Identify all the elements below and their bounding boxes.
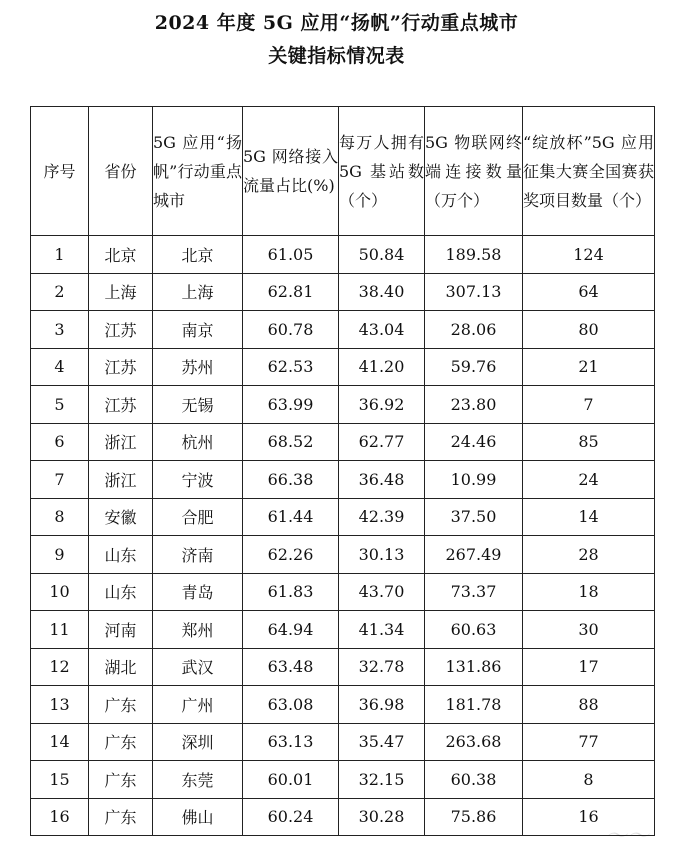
cell-base-stations: 32.78 (339, 648, 425, 686)
table-row (31, 386, 655, 424)
table-row (31, 686, 655, 724)
table-row (31, 348, 655, 386)
cell-index: 14 (31, 723, 89, 761)
cell-base-stations: 41.20 (339, 348, 425, 386)
cell-province: 浙江 (89, 461, 153, 499)
watermark-mark: 〜〜 (604, 824, 649, 849)
cell-iot-connections: 23.80 (425, 386, 523, 424)
table-row (31, 423, 655, 461)
cell-traffic-share: 63.99 (243, 386, 339, 424)
cell-traffic-share: 64.94 (243, 611, 339, 649)
cell-index: 4 (31, 348, 89, 386)
cell-province: 广东 (89, 686, 153, 724)
cell-city: 武汉 (153, 648, 243, 686)
cell-base-stations: 36.48 (339, 461, 425, 499)
cell-iot-connections: 307.13 (425, 273, 523, 311)
cell-traffic-share: 61.44 (243, 498, 339, 536)
header-iot-connections: 5G 物联网终端连接数量（万个） (425, 107, 523, 236)
cell-iot-connections: 60.63 (425, 611, 523, 649)
cell-award-count: 28 (523, 536, 655, 574)
cell-award-count: 88 (523, 686, 655, 724)
cell-index: 16 (31, 798, 89, 836)
cell-index: 10 (31, 573, 89, 611)
header-province: 省份 (89, 107, 153, 236)
cell-iot-connections: 267.49 (425, 536, 523, 574)
cell-province: 广东 (89, 798, 153, 836)
cell-base-stations: 62.77 (339, 423, 425, 461)
cell-base-stations: 50.84 (339, 236, 425, 274)
cell-city: 杭州 (153, 423, 243, 461)
cell-award-count: 18 (523, 573, 655, 611)
cell-province: 山东 (89, 573, 153, 611)
cell-city: 无锡 (153, 386, 243, 424)
cell-index: 3 (31, 311, 89, 349)
cell-index: 2 (31, 273, 89, 311)
cell-city: 南京 (153, 311, 243, 349)
cell-base-stations: 38.40 (339, 273, 425, 311)
table-header (31, 107, 655, 236)
cell-index: 11 (31, 611, 89, 649)
cell-city: 深圳 (153, 723, 243, 761)
cell-iot-connections: 131.86 (425, 648, 523, 686)
cell-city: 合肥 (153, 498, 243, 536)
cell-base-stations: 42.39 (339, 498, 425, 536)
header-award-count: “绽放杯”5G 应用征集大赛全国赛获奖项目数量（个） (523, 107, 655, 236)
cell-province: 上海 (89, 273, 153, 311)
cell-province: 江苏 (89, 386, 153, 424)
cell-province: 湖北 (89, 648, 153, 686)
cell-index: 1 (31, 236, 89, 274)
cell-base-stations: 32.15 (339, 761, 425, 799)
cell-city: 苏州 (153, 348, 243, 386)
header-traffic-share: 5G 网络接入流量占比(%) (243, 107, 339, 236)
cell-city: 青岛 (153, 573, 243, 611)
cell-award-count: 80 (523, 311, 655, 349)
cell-base-stations: 36.98 (339, 686, 425, 724)
cell-iot-connections: 75.86 (425, 798, 523, 836)
table-row (31, 798, 655, 836)
table-row (31, 761, 655, 799)
cell-traffic-share: 61.83 (243, 573, 339, 611)
table-row (31, 536, 655, 574)
cell-city: 郑州 (153, 611, 243, 649)
cell-index: 8 (31, 498, 89, 536)
table-row (31, 611, 655, 649)
cell-base-stations: 30.13 (339, 536, 425, 574)
cell-traffic-share: 60.24 (243, 798, 339, 836)
cell-province: 江苏 (89, 348, 153, 386)
table-row (31, 498, 655, 536)
header-index: 序号 (31, 107, 89, 236)
cell-award-count: 8 (523, 761, 655, 799)
cell-index: 6 (31, 423, 89, 461)
cell-city: 佛山 (153, 798, 243, 836)
cell-city: 北京 (153, 236, 243, 274)
cell-index: 12 (31, 648, 89, 686)
cell-award-count: 16 (523, 798, 655, 836)
cell-iot-connections: 59.76 (425, 348, 523, 386)
table-row (31, 236, 655, 274)
cell-city: 宁波 (153, 461, 243, 499)
cell-base-stations: 36.92 (339, 386, 425, 424)
cell-traffic-share: 68.52 (243, 423, 339, 461)
cell-province: 浙江 (89, 423, 153, 461)
cell-traffic-share: 60.78 (243, 311, 339, 349)
cell-iot-connections: 181.78 (425, 686, 523, 724)
cell-traffic-share: 63.48 (243, 648, 339, 686)
table-row (31, 461, 655, 499)
table-body (31, 236, 655, 836)
cell-iot-connections: 10.99 (425, 461, 523, 499)
cell-iot-connections: 28.06 (425, 311, 523, 349)
cell-city: 广州 (153, 686, 243, 724)
cell-base-stations: 30.28 (339, 798, 425, 836)
cell-province: 安徽 (89, 498, 153, 536)
cell-award-count: 64 (523, 273, 655, 311)
cell-award-count: 17 (523, 648, 655, 686)
table-row (31, 573, 655, 611)
cell-traffic-share: 66.38 (243, 461, 339, 499)
cell-iot-connections: 263.68 (425, 723, 523, 761)
cell-iot-connections: 37.50 (425, 498, 523, 536)
cell-city: 上海 (153, 273, 243, 311)
cell-award-count: 30 (523, 611, 655, 649)
cell-city: 济南 (153, 536, 243, 574)
cell-index: 9 (31, 536, 89, 574)
cell-province: 广东 (89, 761, 153, 799)
indicator-table (30, 106, 655, 836)
header-row (31, 107, 655, 236)
cell-province: 江苏 (89, 311, 153, 349)
cell-award-count: 77 (523, 723, 655, 761)
cell-iot-connections: 73.37 (425, 573, 523, 611)
cell-traffic-share: 63.13 (243, 723, 339, 761)
cell-base-stations: 43.04 (339, 311, 425, 349)
cell-award-count: 7 (523, 386, 655, 424)
table-row (31, 273, 655, 311)
cell-award-count: 24 (523, 461, 655, 499)
cell-base-stations: 43.70 (339, 573, 425, 611)
cell-traffic-share: 61.05 (243, 236, 339, 274)
cell-award-count: 85 (523, 423, 655, 461)
cell-index: 15 (31, 761, 89, 799)
cell-award-count: 21 (523, 348, 655, 386)
cell-traffic-share: 60.01 (243, 761, 339, 799)
cell-award-count: 14 (523, 498, 655, 536)
header-city: 5G 应用“扬帆”行动重点城市 (153, 107, 243, 236)
cell-traffic-share: 62.26 (243, 536, 339, 574)
cell-province: 广东 (89, 723, 153, 761)
cell-iot-connections: 189.58 (425, 236, 523, 274)
cell-index: 13 (31, 686, 89, 724)
cell-city: 东莞 (153, 761, 243, 799)
header-base-stations: 每万人拥有 5G 基站数（个） (339, 107, 425, 236)
document-title-line-1: 2024 年度 5G 应用“扬帆”行动重点城市 (154, 12, 519, 34)
cell-base-stations: 35.47 (339, 723, 425, 761)
cell-base-stations: 41.34 (339, 611, 425, 649)
cell-traffic-share: 63.08 (243, 686, 339, 724)
cell-index: 5 (31, 386, 89, 424)
cell-iot-connections: 60.38 (425, 761, 523, 799)
cell-province: 山东 (89, 536, 153, 574)
cell-province: 北京 (89, 236, 153, 274)
cell-index: 7 (31, 461, 89, 499)
table-row (31, 723, 655, 761)
document-title-line-2: 关键指标情况表 (268, 45, 405, 67)
cell-traffic-share: 62.81 (243, 273, 339, 311)
table-row (31, 311, 655, 349)
cell-province: 河南 (89, 611, 153, 649)
cell-award-count: 124 (523, 236, 655, 274)
table-row (31, 648, 655, 686)
cell-traffic-share: 62.53 (243, 348, 339, 386)
cell-iot-connections: 24.46 (425, 423, 523, 461)
